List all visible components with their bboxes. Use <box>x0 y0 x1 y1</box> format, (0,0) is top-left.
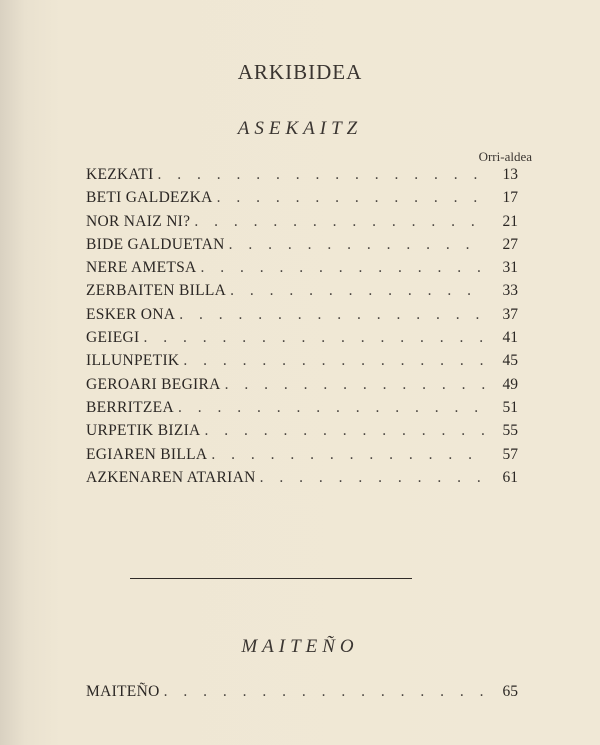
toc-entry-page: 51 <box>502 398 518 416</box>
toc-entry <box>86 422 518 445</box>
dot-leader <box>158 166 486 184</box>
toc-entry <box>86 282 518 305</box>
toc-entry-page: 49 <box>502 375 518 393</box>
toc-entry <box>86 399 518 422</box>
toc-entry-title: ZERBAITEN BILLA <box>86 282 227 300</box>
toc-entry <box>86 446 518 469</box>
toc-entry-title: ILLUNPETIK <box>86 352 180 370</box>
dot-leader <box>164 683 486 701</box>
toc-list-asekaitz <box>86 166 518 492</box>
dot-leader <box>201 259 486 277</box>
toc-entry-title: BETI GALDEZKA <box>86 189 213 207</box>
toc-entry-page: 41 <box>502 329 518 347</box>
toc-entry-title: GEIEGI <box>86 329 140 347</box>
section-title-maiteno: MAITEÑO <box>241 636 359 657</box>
section-divider <box>130 578 412 579</box>
toc-entry-page: 61 <box>502 468 518 486</box>
toc-entry <box>86 189 518 212</box>
dot-leader <box>179 306 486 324</box>
toc-list-maiteno <box>86 683 518 706</box>
toc-entry-page: 31 <box>502 259 518 277</box>
toc-entry-page: 37 <box>502 305 518 323</box>
toc-entry-page: 27 <box>502 235 518 253</box>
toc-entry-title: AZKENAREN ATARIAN <box>86 468 256 486</box>
page-column-header: Orri-aldea <box>478 149 532 164</box>
toc-entry <box>86 306 518 329</box>
dot-leader <box>230 282 486 300</box>
toc-entry-title: BERRITZEA <box>86 398 174 416</box>
toc-entry-page: 55 <box>502 422 518 440</box>
toc-entry <box>86 469 518 492</box>
toc-entry-page: 13 <box>502 166 518 183</box>
dot-leader <box>260 469 486 487</box>
toc-entry-title: BIDE GALDUETAN <box>86 235 225 253</box>
toc-entry <box>86 329 518 352</box>
toc-entry-title: GEROARI BEGIRA <box>86 375 221 393</box>
toc-entry <box>86 683 518 706</box>
toc-entry <box>86 166 518 189</box>
toc-entry-title: NERE AMETSA <box>86 259 197 277</box>
dot-leader <box>217 189 486 207</box>
toc-entry-page: 57 <box>502 445 518 463</box>
toc-entry-page: 21 <box>502 212 518 230</box>
toc-entry <box>86 236 518 259</box>
toc-entry-title: URPETIK BIZIA <box>86 422 201 440</box>
toc-entry-title: ESKER ONA <box>86 305 176 323</box>
toc-entry <box>86 259 518 282</box>
dot-leader <box>225 376 486 394</box>
toc-entry-title: NOR NAIZ NI? <box>86 212 191 230</box>
toc-entry <box>86 376 518 399</box>
dot-leader <box>143 329 486 347</box>
toc-entry-title: EGIAREN BILLA <box>86 445 208 463</box>
dot-leader <box>194 213 486 231</box>
toc-entry-page: 33 <box>502 282 518 300</box>
toc-entry-title: MAITEÑO <box>86 683 160 700</box>
toc-entry-page: 45 <box>502 352 518 370</box>
dot-leader <box>178 399 486 417</box>
dot-leader <box>183 352 486 370</box>
section-title-asekaitz: ASEKAITZ <box>237 118 363 139</box>
toc-entry-title: KEZKATI <box>86 166 154 183</box>
toc-entry-page: 17 <box>502 189 518 207</box>
dot-leader <box>205 422 486 440</box>
dot-leader <box>211 446 486 464</box>
dot-leader <box>229 236 486 254</box>
page-title: ARKIBIDEA <box>237 60 363 84</box>
toc-entry <box>86 352 518 375</box>
toc-entry <box>86 213 518 236</box>
toc-entry-page: 65 <box>502 683 518 700</box>
